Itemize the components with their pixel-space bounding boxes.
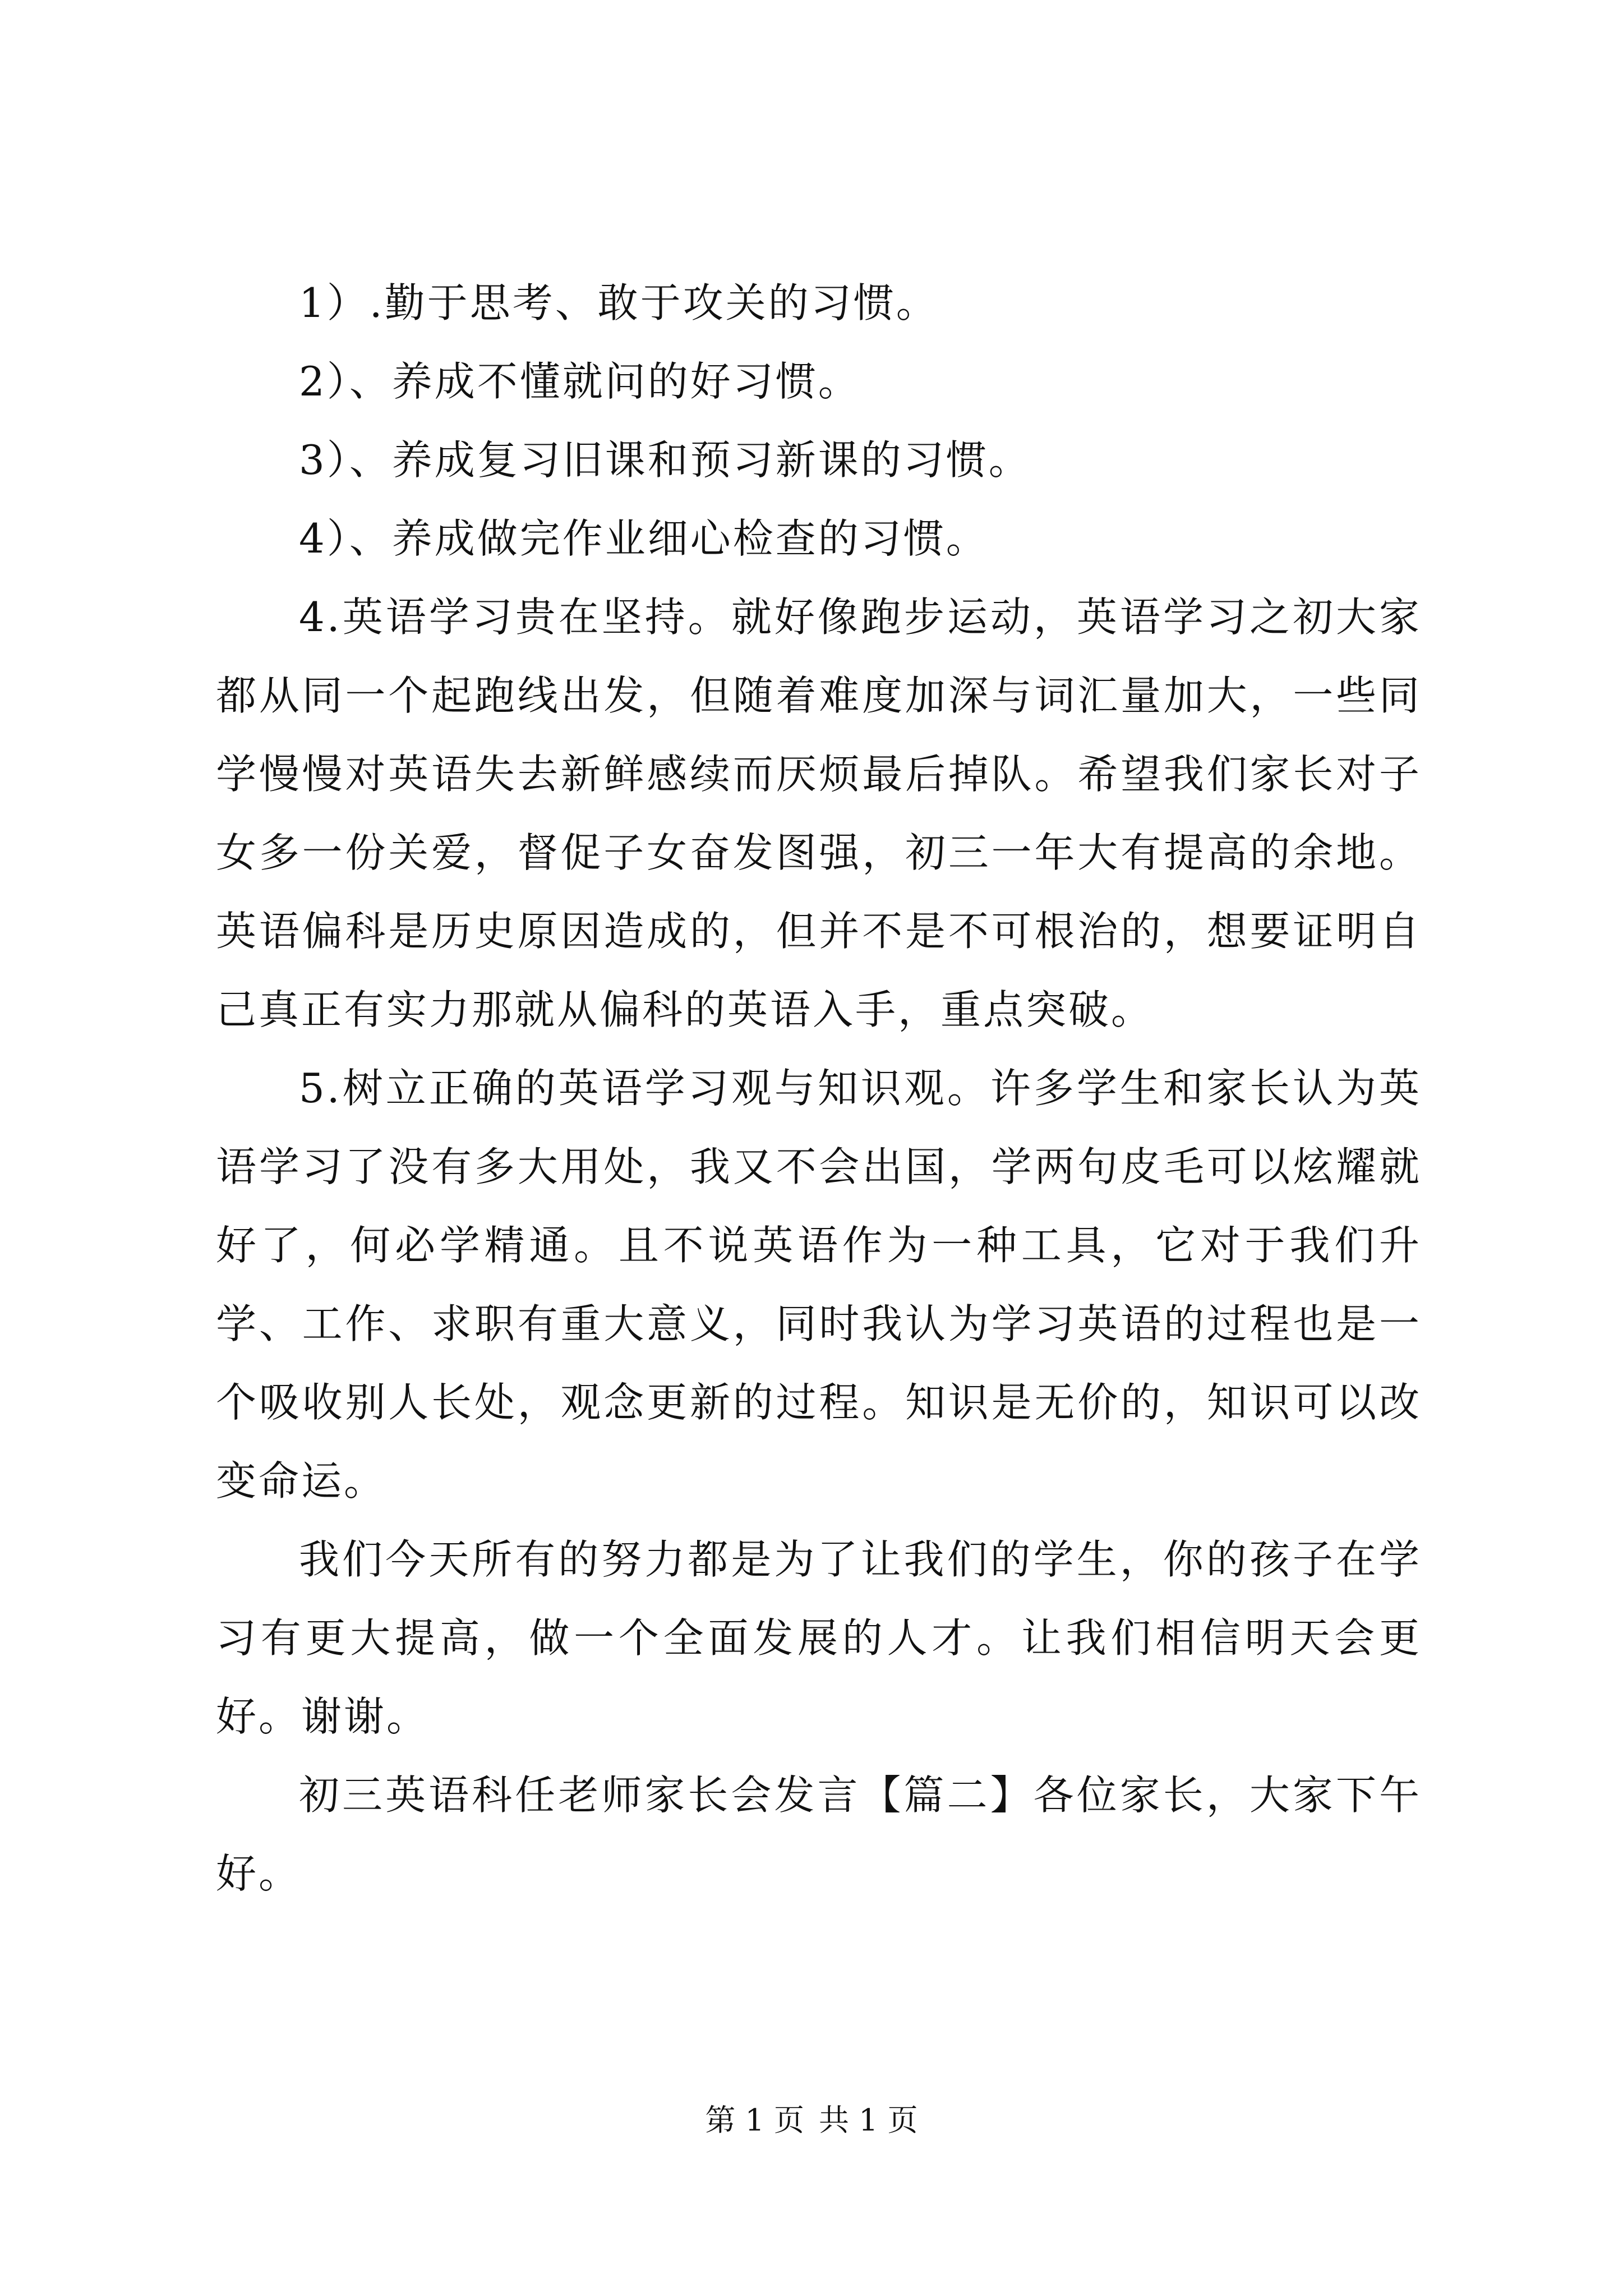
page-number: 第 1 页 [705, 2102, 804, 2138]
paragraph-habit-4: 4）、养成做完作业细心检查的习惯。 [299, 515, 989, 562]
paragraph-habit-1: 1）.勤于思考、敢于攻关的习惯。 [299, 279, 939, 326]
paragraph-habit-3: 3）、养成复习旧课和预习新课的习惯。 [299, 436, 1031, 484]
page-total: 共 1 页 [819, 2102, 918, 2138]
paragraph-closing: 我们今天所有的努力都是为了让我们的学生，你的孩子在学习有更大提高，做一个全面发展的人才。让我们相信明天会更好。谢谢。 [216, 1536, 1422, 1740]
paragraph-point-4: 4.英语学习贵在坚持。就好像跑步运动，英语学习之初大家都从同一个起跑线出发，但随着难度加深与词汇量加大，一些同学慢慢对英语失去新鲜感续而厌烦最后掉队。希望我们家长对子女多一份关爱，督促子女奋发图强，初三一年大有提高的余地。英语偏科是历史原因造成的，但并不是不可根治的，想要证明自己真正有实力那就从偏科的英语入手，重点突破。 [216, 593, 1422, 1033]
page-footer [0, 2101, 1623, 2140]
document-body [216, 264, 1422, 1913]
paragraph-next-section: 初三英语科任老师家长会发言【篇二】各位家长，大家下午好。 [216, 1772, 1422, 1897]
paragraph-point-5: 5.树立正确的英语学习观与知识观。许多学生和家长认为英语学习了没有多大用处，我又不会出国，学两句皮毛可以炫耀就好了，何必学精通。且不说英语作为一种工具，它对于我们升学、工作、求职有重大意义，同时我认为学习英语的过程也是一个吸收别人长处，观念更新的过程。知识是无价的，知识可以改变命运。 [216, 1065, 1422, 1504]
paragraph-habit-2: 2）、养成不懂就问的好习惯。 [299, 358, 861, 405]
